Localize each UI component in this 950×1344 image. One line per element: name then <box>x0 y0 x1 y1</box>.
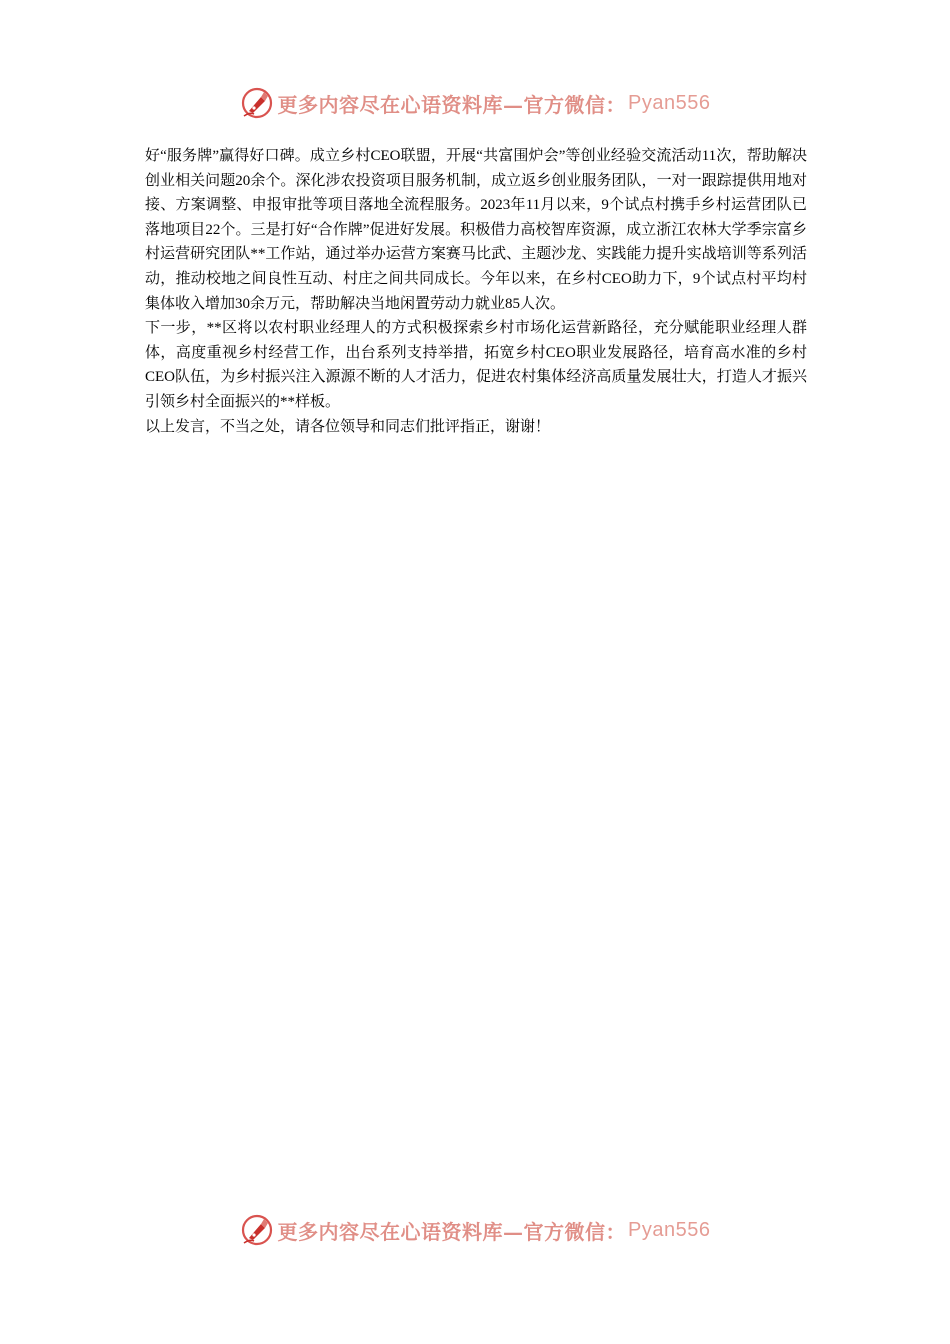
wechat-id: Pyan556 <box>628 1218 711 1241</box>
header-banner <box>0 81 950 125</box>
paragraph: 以上发言，不当之处，请各位领导和同志们批评指正，谢谢！ <box>145 418 551 435</box>
wechat-id: Pyan556 <box>628 91 711 114</box>
document-body <box>145 144 807 439</box>
paragraph: 好“服务牌”赢得好口碑。成立乡村CEO联盟，开展“共富围炉会”等创业经验交流活动11次，帮助解决创业相关问题20余个。深化涉农投资项目服务机制，成立返乡创业服务团队，一对一跟踪提供用地对接、方案调整、申报审批等项目落地全流程服务。2023年11月以来，9个试点村携手乡村运营团队已落地项目22个。三是打好“合作牌”促进好发展。积极借力高校智库资源，成立浙江农林大学季宗富乡村运营研究团队**工作站，通过举办运营方案赛马比武、主题沙龙、实践能力提升实战培训等系列活动，推动校地之间良性互动、村庄之间共同成长。今年以来，在乡村CEO助力下，9个试点村平均村集体收入增加30余万元，帮助解决当地闲置劳动力就业85人次。 <box>145 148 807 312</box>
pen-nib-icon <box>240 1213 274 1247</box>
pen-nib-icon <box>240 86 274 120</box>
paragraph: 下一步，**区将以农村职业经理人的方式积极探索乡村市场化运营新路径，充分赋能职业经理人群体，高度重视乡村经营工作，出台系列支持举措，拓宽乡村CEO职业发展路径，培育高水准的乡村CEO队伍，为乡村振兴注入源源不断的人才活力，促进农村集体经济高质量发展壮大，打造人才振兴引领乡村全面振兴的**样板。 <box>145 320 807 410</box>
banner-text: 更多内容尽在心语资料库—官方微信： <box>277 92 627 117</box>
banner-text: 更多内容尽在心语资料库—官方微信： <box>277 1219 627 1244</box>
footer-banner <box>0 1208 950 1252</box>
